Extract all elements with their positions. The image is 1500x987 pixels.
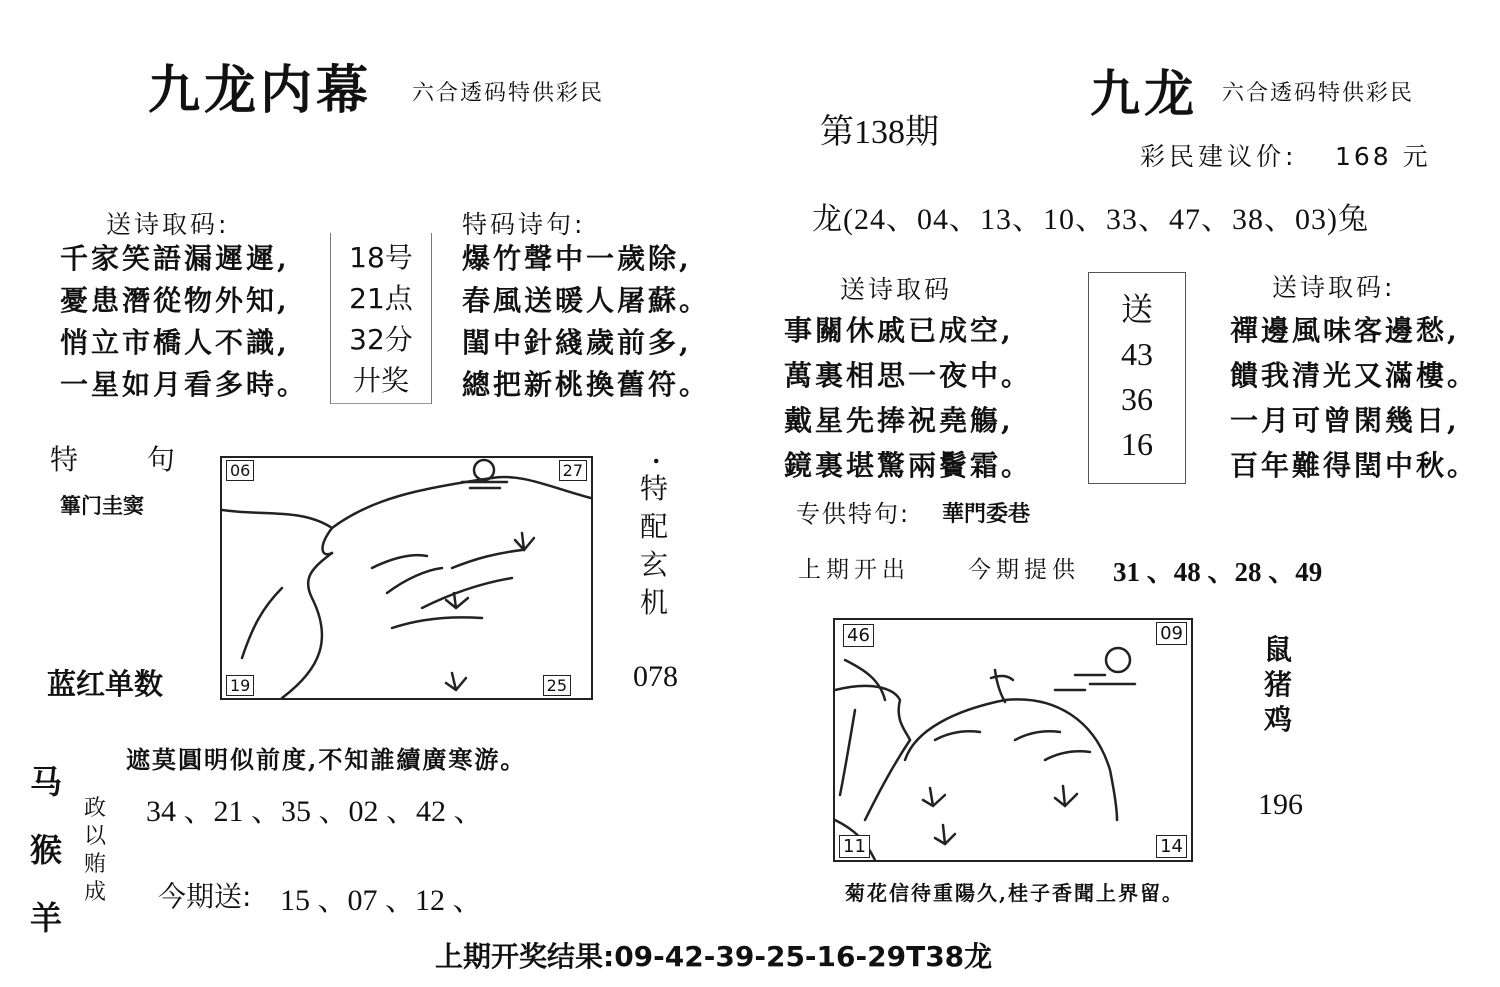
- left-hint-box: [330, 233, 432, 404]
- left-side-vertical: [640, 470, 668, 622]
- zodiac-char: 鼠: [1264, 633, 1293, 666]
- poem-line: 閨中針綫歲前多,: [462, 326, 692, 359]
- left-send-poem: [60, 238, 308, 406]
- picture-corner-number: 25: [543, 675, 571, 696]
- send-box-line: 43: [1121, 336, 1153, 372]
- left-side-number: 078: [633, 660, 678, 693]
- left-send-poem-heading: 送诗取码:: [106, 210, 230, 239]
- right-zodiac-vertical: [1264, 632, 1292, 737]
- zodiac-char: 猴: [30, 831, 63, 869]
- poem-line: 一星如月看多時。: [60, 368, 309, 401]
- left-special-line-label: 特 句: [50, 443, 205, 476]
- right-this-issue-numbers: 31 、48 、28 、49: [1113, 557, 1323, 587]
- right-last-issue-label: 上期开出: [798, 557, 910, 583]
- hint-line: 32分: [349, 323, 413, 356]
- poem-line: 鏡裏堪驚兩鬢霜。: [784, 449, 1033, 482]
- left-verse-line: 遮莫圓明似前度,不知誰續廣寒游。: [126, 745, 527, 774]
- send-box-line: 16: [1121, 426, 1153, 462]
- picture-corner-number: 14: [1156, 835, 1187, 858]
- poem-line: 春風送暖人屠蘇。: [462, 284, 711, 317]
- poem-line: 饋我清光又滿樓。: [1230, 359, 1479, 392]
- vertical-char: 机: [640, 586, 669, 619]
- dragon-number-line: 龙(24、04、13、10、33、47、38、03)兔: [812, 203, 1369, 236]
- vertical-char: 特: [640, 472, 669, 505]
- zodiac-char: 鸡: [1264, 703, 1293, 736]
- poem-line: 百年難得閏中秋。: [1230, 449, 1479, 482]
- right-price-value: 168 元: [1335, 142, 1431, 171]
- hint-line: 21点: [349, 282, 413, 315]
- right-title: 九龙: [1090, 64, 1198, 123]
- zodiac-char: 马: [30, 763, 63, 801]
- hint-line: 廾奖: [352, 364, 409, 397]
- right-send-poem-2: [1230, 308, 1478, 488]
- zodiac-char: 猪: [1264, 668, 1293, 701]
- left-special-line-value: 篳门圭窦: [60, 493, 144, 518]
- right-this-issue-label: 今期提供: [968, 557, 1080, 583]
- vertical-char: 成: [84, 880, 107, 905]
- left-side-dot: .: [652, 440, 661, 469]
- last-draw-result: 上期开奖结果:09-42-39-25-16-29T38龙: [435, 940, 993, 973]
- right-send-box: [1088, 272, 1186, 484]
- left-this-issue-label: 今期送:: [158, 880, 252, 913]
- poem-line: 事關休戚已成空,: [784, 314, 1014, 347]
- left-landscape-drawing: [222, 458, 591, 698]
- picture-corner-number: 19: [226, 675, 254, 696]
- left-small-vertical: [84, 795, 106, 907]
- right-caption: 菊花信待重陽久,桂子香聞上界留。: [845, 881, 1184, 905]
- right-send-poem-heading-1: 送诗取码: [840, 275, 953, 304]
- left-blue-red-label: 蓝红单数: [47, 667, 164, 701]
- left-title: 九龙内幕: [148, 60, 373, 121]
- right-side-number: 196: [1258, 788, 1303, 821]
- vertical-char: 贿: [84, 852, 107, 877]
- picture-corner-number: 27: [559, 460, 587, 481]
- poem-line: 總把新桃換舊符。: [462, 368, 711, 401]
- poem-line: 禪邊風味客邊愁,: [1230, 314, 1460, 347]
- left-this-issue-numbers: 15 、07 、12 、: [280, 884, 483, 917]
- right-send-poem-heading-2: 送诗取码:: [1272, 273, 1396, 302]
- right-picture: [833, 618, 1193, 862]
- picture-corner-number: 09: [1156, 622, 1187, 645]
- right-landscape-drawing: [835, 620, 1191, 860]
- vertical-char: 玄: [640, 548, 669, 581]
- right-special-line-label: 专供特句:: [796, 500, 911, 528]
- vertical-char: 以: [84, 824, 107, 849]
- picture-corner-number: 46: [843, 624, 874, 647]
- vertical-char: 配: [640, 510, 669, 543]
- poem-line: 千家笑語漏遲遲,: [60, 242, 290, 275]
- poem-line: 憂患潛從物外知,: [60, 284, 290, 317]
- left-special-poem: [462, 238, 710, 406]
- picture-corner-number: 06: [226, 460, 254, 481]
- right-price-label: 彩民建议价:: [1140, 142, 1298, 171]
- right-subtitle: 六合透码特供彩民: [1222, 81, 1415, 106]
- picture-corner-number: 11: [839, 835, 870, 858]
- send-box-line: 36: [1121, 381, 1153, 417]
- poem-line: 悄立市橋人不識,: [60, 326, 290, 359]
- zodiac-char: 羊: [30, 899, 63, 937]
- issue-number: 第138期: [820, 114, 939, 151]
- left-zodiac-vertical: [30, 748, 62, 952]
- left-picture: [220, 456, 593, 700]
- vertical-char: 政: [84, 796, 107, 821]
- poem-line: 一月可曾閑幾日,: [1230, 404, 1460, 437]
- poem-line: 爆竹聲中一歲除,: [462, 242, 692, 275]
- hint-line: 18号: [349, 241, 413, 274]
- poem-line: 萬裏相思一夜中。: [784, 359, 1033, 392]
- right-send-poem-1: [784, 308, 1032, 488]
- left-numbers-line: 34 、21 、35 、02 、42 、: [146, 795, 484, 828]
- right-special-line-value: 華門委巷: [942, 501, 1031, 527]
- left-subtitle: 六合透码特供彩民: [412, 81, 605, 106]
- send-box-line: 送: [1120, 291, 1153, 327]
- left-special-poem-heading: 特码诗句:: [462, 210, 586, 239]
- poem-line: 戴星先捧祝堯觴,: [784, 404, 1014, 437]
